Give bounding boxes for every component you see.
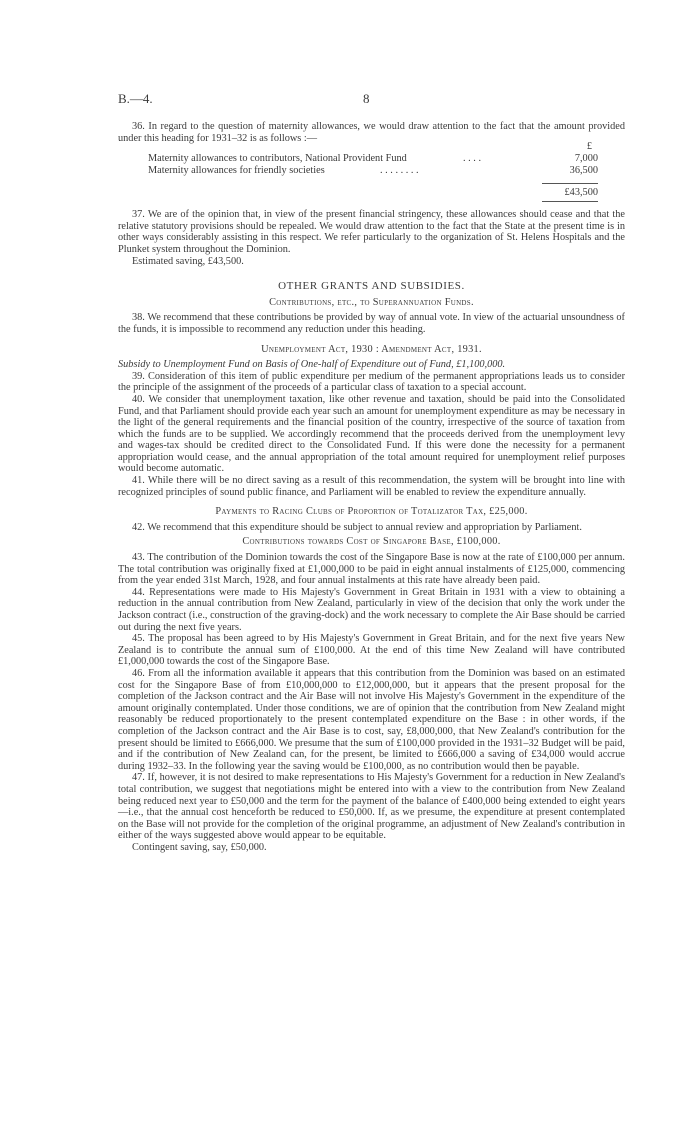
total-amount: £43,500 (564, 187, 598, 199)
paragraph-43: 43. The contribution of the Dominion towards the cost of the Singapore Base is now at the rate of £100,000 per annum. The total contribution was originally fixed at £1,000,000 to be paid in eight annual instalments of £125,000, commencing from the year ended 31st March, 1928, and four annual instalments at this rate have already been paid. (118, 552, 625, 587)
row-amount: 7,000 (574, 153, 598, 165)
paragraph-38: 38. We recommend that these contributions be provided by way of annual vote. In view of the actuarial unsoundness of the funds, it is impossible to recommend any reduction under this heading. (118, 312, 625, 335)
paragraph-46: 46. From all the information available it appears that this contribution from the Dominion was based on an estimated cost for the Singapore Base of from £10,000,000 to £12,000,000, but it appears that the present proposal for the completion of the Jackson contract and the Air Base will not involve His Majesty's Government in the expenditure of the amount originally contemplated. Under those conditions, we are of opinion that the contribution from New Zealand might reasonably be reduced proportionately to the present contemplated expenditure on the Base : in other words, if the completion of the Jackson contract and the Air Base is to cost, say, £8,000,000, that New Zealand's contribution for the present should be limited to £666,000. We presume that the sum of £100,000 provided in the 1931–32 Budget will be paid, and if the contribution of New Zealand can, for the present, be limited to £666,000 a saving of £34,000 would accrue during 1932–33. In the following year the saving would be £100,000, as no contribution would then be payable. (118, 667, 625, 772)
section-heading-other-grants: OTHER GRANTS AND SUBSIDIES. (278, 280, 465, 293)
total-rule-top (542, 183, 598, 184)
document-body (118, 121, 625, 853)
row-amount: 36,500 (569, 165, 598, 177)
paragraph-36: 36. In regard to the question of maternity allowances, we would draw attention to the fact that the amount provided under this heading for 1931–32 is as follows :— (118, 121, 625, 144)
subheading-singapore-base: Contributions towards Cost of Singapore Base, £100,000. (242, 536, 501, 548)
paragraph-37: 37. We are of the opinion that, in view of the present financial stringency, these allowances should cease and that the relative statutory provisions should be repealed. We would draw attention to the fact that the State at the present time is in other ways considerably assisting in this respect. We refer particularly to the organization of St. Helens Hospitals and the Plunket system throughout the Dominion. (118, 209, 625, 255)
leader-dots: . . . . . . . . (380, 165, 419, 177)
table-row (118, 165, 598, 177)
table-row (118, 141, 598, 165)
table-total (118, 177, 598, 201)
subheading-unemployment-act: Unemployment Act, 1930 : Amendment Act, 1931. (261, 343, 482, 355)
document-reference: B.—4. (118, 91, 153, 106)
paragraph-39: 39. Consideration of this item of public expenditure per medium of the permanent appropriations leads us to consider the principle of the assignment of the proceeds of a particular class of taxation to a special account. (118, 370, 625, 394)
page-number: 8 (363, 91, 370, 106)
paragraph-41: 41. While there will be no direct saving as a result of this recommendation, the system will be brought into line with recognized principles of sound public finance, and Parliament will be enabled to review the expenditure annually. (118, 475, 625, 498)
paragraph-45: 45. The proposal has been agreed to by His Majesty's Government in Great Britain, and for the next five years New Zealand is to contribute the annual sum of £100,000. At the end of this time New Zealand will have contributed £1,000,000 towards the cost of the Singapore Base. (118, 633, 625, 668)
subheading-superannuation: Contributions, etc., to Superannuation Funds. (269, 296, 474, 308)
contingent-saving: Contingent saving, say, £50,000. (132, 841, 267, 853)
row-label: Maternity allowances for friendly societies (148, 165, 325, 177)
paragraph-42: 42. We recommend that this expenditure should be subject to annual review and appropriation by Parliament. (132, 521, 582, 533)
total-rule-bottom (542, 201, 598, 202)
subsidy-heading: Subsidy to Unemployment Fund on Basis of One-half of Expenditure out of Fund, £1,100,000. (118, 359, 506, 371)
page-header (118, 91, 594, 107)
paragraph-47: 47. If, however, it is not desired to make representations to His Majesty's Government for a reduction in New Zealand's total contribution, we suggest that negotiations might be entered into with a view to the contribution from New Zealand being reduced next year to £50,000 and the term for the payment of the balance of £400,000 being extended to eight years—i.e., that the annual cost henceforth be reduced to £50,000. If, as we presume, the expenditure at present contemplated on the Base will not provide for the completion of the original programme, an adjustment of New Zealand's contribution in either of the ways suggested above would appear to be equitable. (118, 772, 625, 842)
paragraph-40: 40. We consider that unemployment taxation, like other revenue and taxation, should be paid into the Consolidated Fund, and that Parliament should provide each year such an amount for unemployment expenditure as may be necessary in the light of the general requirements and the financial position of the country, irrespective of the source of taxation from which the funds are to be supplied. We accordingly recommend that the proceeds derived from the unemployment levy and wages-tax should be credited direct to the Consolidated Fund. If this were done the necessity for a permanent appropriation would cease, and the annual appropriation of the total amount required for unemployment relief purposes would become automatic. (118, 393, 625, 475)
paragraph-44: 44. Representations were made to His Majesty's Government in Great Britain in 1931 with a view to obtaining a reduction in the annual contribution from New Zealand, particularly in view of the decision that only the work under the Jackson contract (i.e., construction of the graving-dock) and the work necessary to complete the Air Base should be carried out during the next five years. (118, 586, 625, 633)
maternity-table (118, 141, 598, 201)
leader-dots: . . . . (463, 153, 482, 165)
estimated-saving: Estimated saving, £43,500. (132, 255, 244, 267)
row-label: Maternity allowances to contributors, National Provident Fund (148, 153, 407, 165)
subheading-racing-clubs: Payments to Racing Clubs of Proportion of Totalizator Tax, £25,000. (215, 506, 528, 518)
currency-symbol: £ (586, 141, 592, 153)
